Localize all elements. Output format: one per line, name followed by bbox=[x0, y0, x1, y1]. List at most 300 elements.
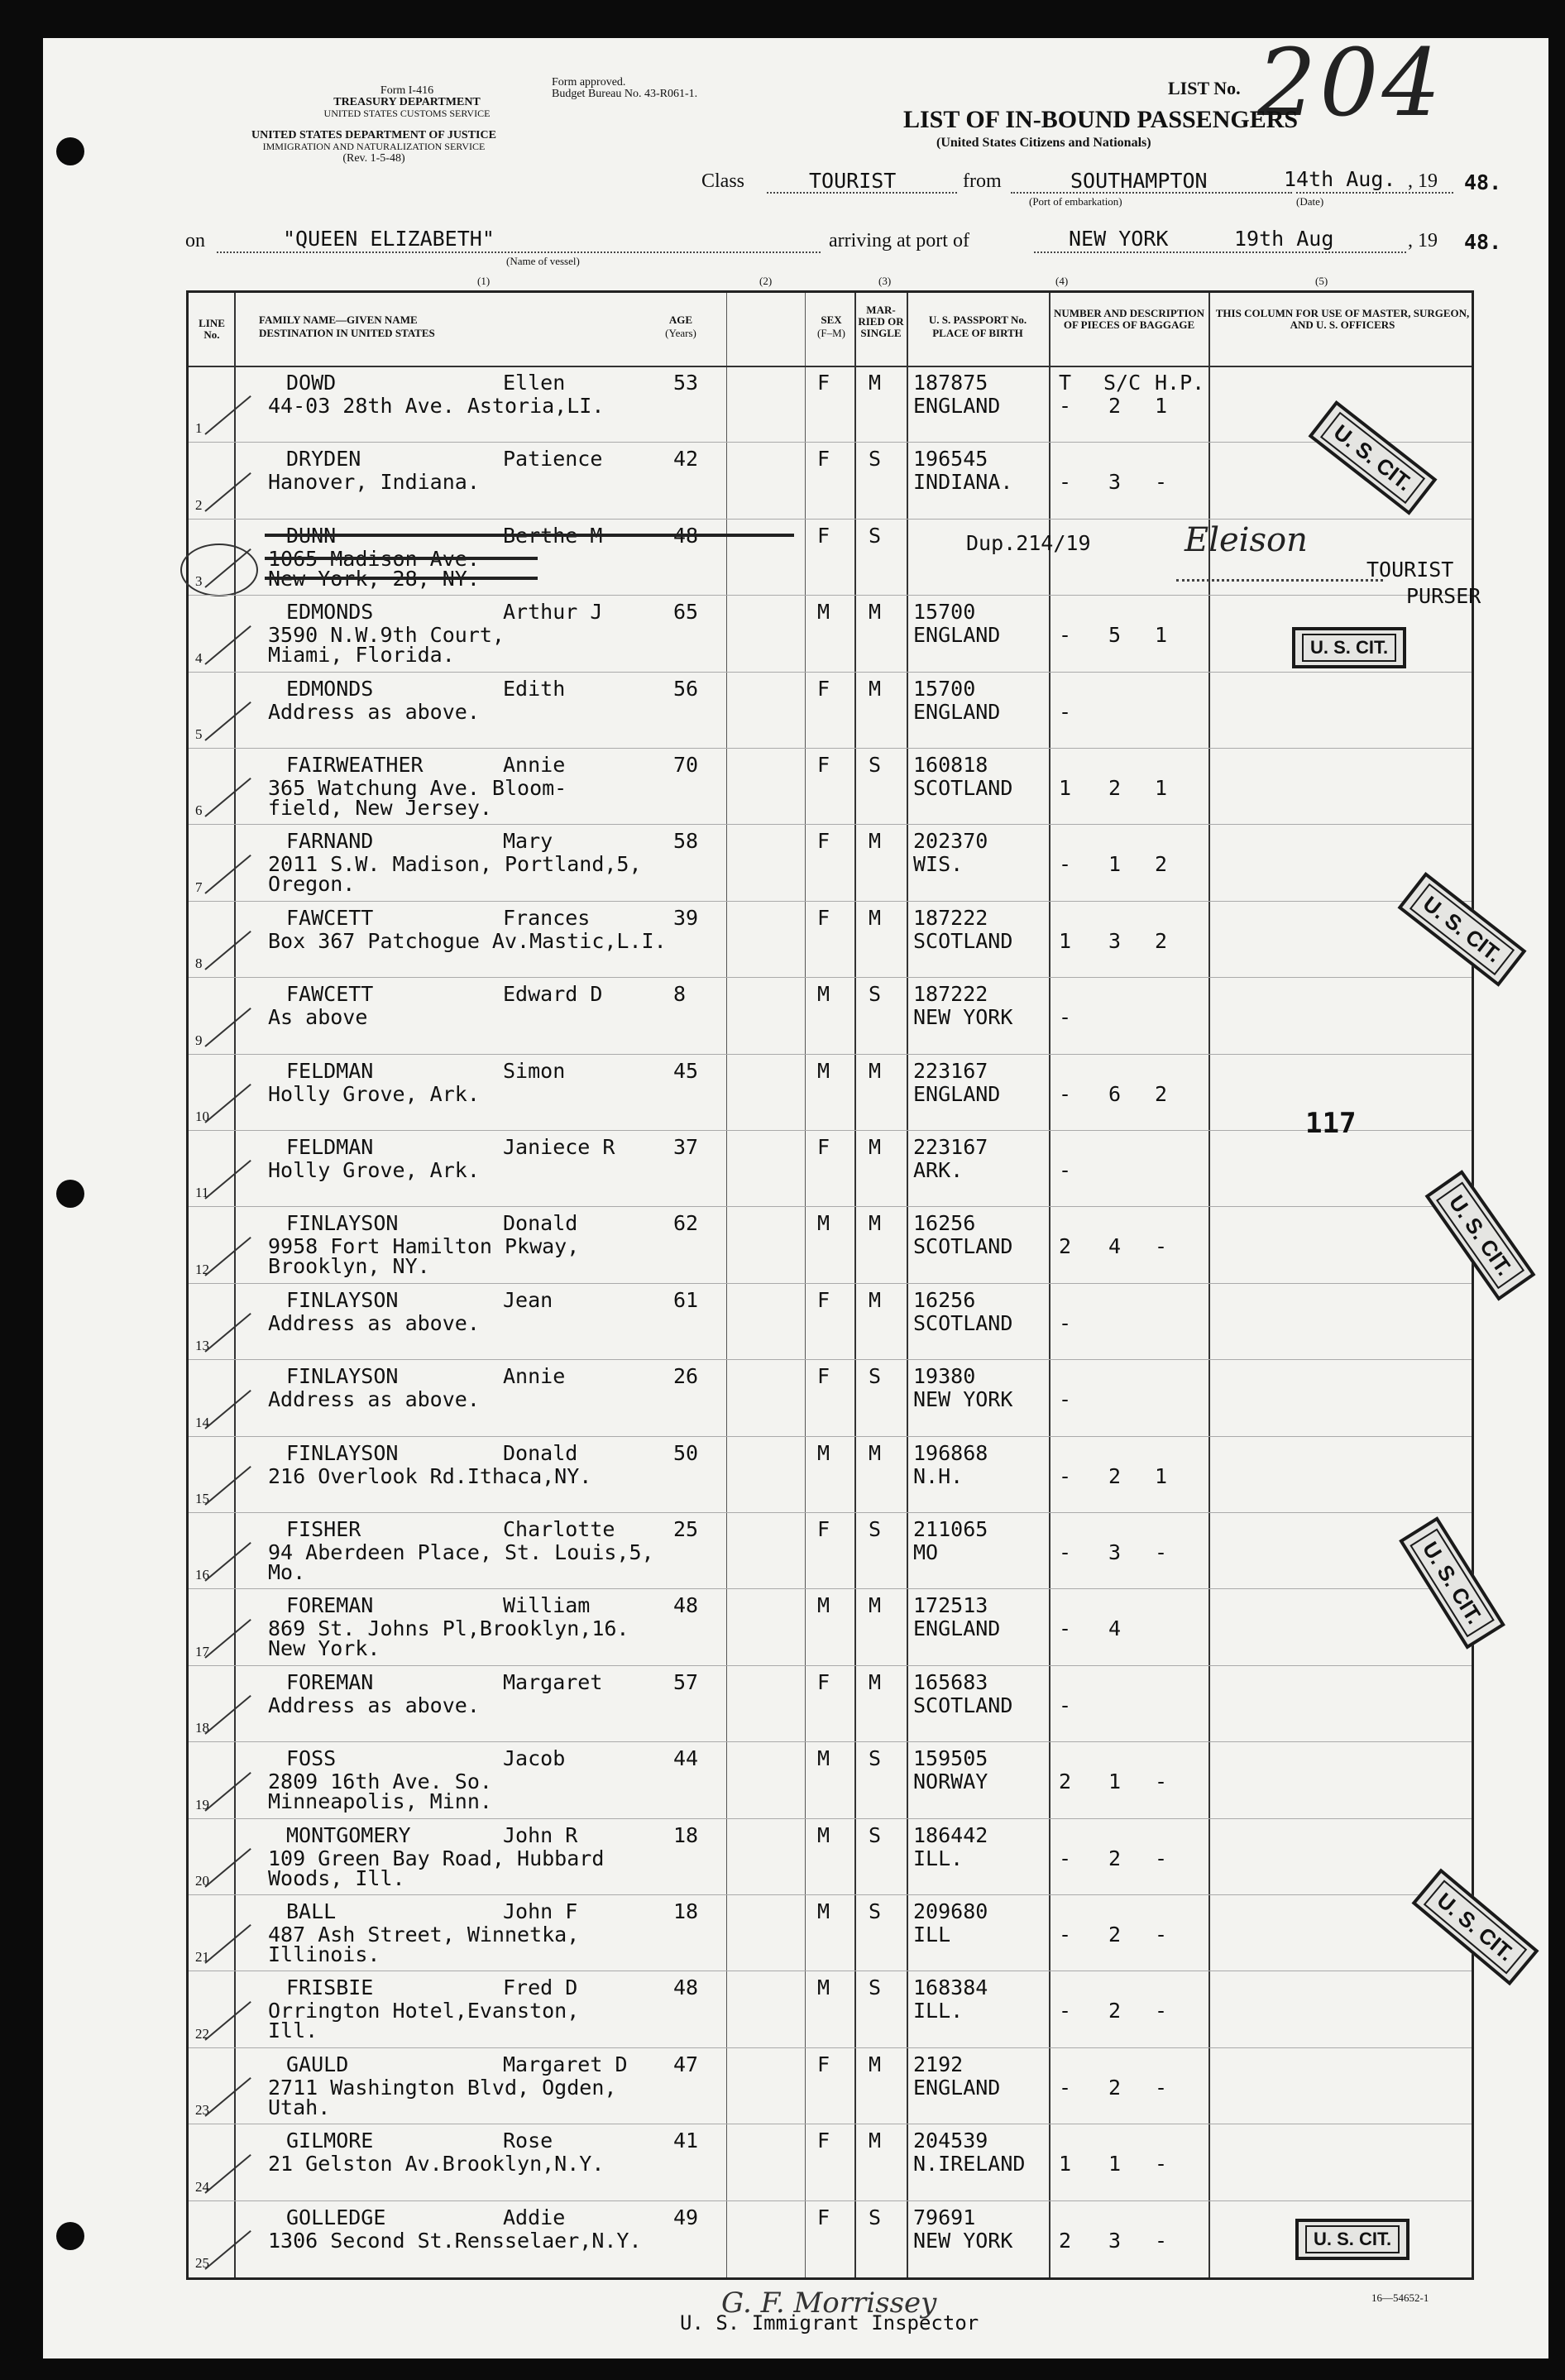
baggage-trunk: - bbox=[1059, 1158, 1072, 1182]
address-line-2: Illinois. bbox=[268, 1942, 380, 1966]
age: 61 bbox=[673, 1287, 699, 1312]
line-number: 3 bbox=[195, 573, 203, 590]
marital-status: M bbox=[869, 1211, 882, 1236]
marital-status: S bbox=[869, 1822, 882, 1847]
passport-no: 79691 bbox=[913, 2205, 976, 2229]
age: 37 bbox=[673, 1135, 699, 1159]
vessel-name: "QUEEN ELIZABETH" bbox=[283, 227, 495, 251]
given-name: Edward D bbox=[503, 982, 603, 1007]
arriving-label: arriving at port of bbox=[829, 230, 969, 251]
age: 65 bbox=[673, 600, 699, 625]
family-name: FARNAND bbox=[286, 829, 374, 854]
baggage-stateroom: 2 bbox=[1108, 1999, 1122, 2023]
class-value: TOURIST bbox=[809, 169, 897, 193]
line-number: 4 bbox=[195, 649, 203, 666]
passport-no: 168384 bbox=[913, 1975, 988, 2000]
given-name: Annie bbox=[503, 1364, 566, 1389]
ins: IMMIGRATION AND NATURALIZATION SERVICE bbox=[262, 141, 486, 152]
family-name: FINLAYSON bbox=[286, 1440, 399, 1465]
passport-no: 209680 bbox=[913, 1899, 988, 1923]
manifest-page bbox=[43, 30, 1548, 2358]
birthplace: N.H. bbox=[913, 1463, 964, 1488]
birthplace: ENGLAND bbox=[913, 699, 1001, 724]
address-line-1: Holly Grove, Ark. bbox=[268, 1081, 480, 1106]
hdr-age: AGE bbox=[668, 314, 693, 326]
treasury-dept: TREASURY DEPARTMENT bbox=[333, 96, 481, 108]
col-num-3: (3) bbox=[878, 275, 892, 287]
passport-no: 187875 bbox=[913, 371, 988, 395]
baggage-trunk: 1 bbox=[1059, 928, 1072, 953]
baggage-stateroom: 2 bbox=[1108, 1923, 1122, 1947]
doc-subtitle: (United States Citizens and Nationals) bbox=[936, 136, 1151, 150]
birthplace: ENGLAND bbox=[913, 394, 1001, 418]
age: 8 bbox=[673, 982, 687, 1007]
address-line-1: 2011 S.W. Madison, Portland,5, bbox=[268, 852, 642, 877]
given-name: Mary bbox=[503, 829, 553, 854]
us-cit-stamp: U. S. CIT. bbox=[1309, 400, 1438, 515]
table-row bbox=[189, 1894, 1472, 1971]
address-line-1: 1065 Madison Ave. bbox=[268, 546, 480, 571]
birthplace: SCOTLAND bbox=[913, 1234, 1013, 1259]
hdr-passport: U. S. PASSPORT No. bbox=[928, 314, 1027, 326]
baggage-hold: 1 bbox=[1155, 394, 1168, 418]
given-name: Ellen bbox=[503, 371, 566, 395]
marital-status: S bbox=[869, 982, 882, 1007]
family-name: MONTGOMERY bbox=[286, 1822, 411, 1847]
hdr-age-unit: (Years) bbox=[665, 327, 696, 339]
table-row bbox=[189, 442, 1472, 518]
given-name: Fred D bbox=[503, 1975, 578, 2000]
age: 53 bbox=[673, 371, 699, 395]
hdr-line-no: LINE No. bbox=[199, 317, 225, 341]
birthplace: NEW YORK bbox=[913, 1005, 1013, 1030]
address-line-1: Hanover, Indiana. bbox=[268, 470, 480, 495]
birthplace: N.IRELAND bbox=[913, 2152, 1026, 2176]
baggage-stateroom: 6 bbox=[1108, 1081, 1122, 1106]
baggage-hold: 1 bbox=[1155, 1463, 1168, 1488]
given-name: Addie bbox=[503, 2205, 566, 2229]
given-name: Donald bbox=[503, 1211, 578, 1236]
baggage-trunk: - bbox=[1059, 1310, 1072, 1335]
given-name: Charlotte bbox=[503, 1517, 615, 1541]
arrival-year: 48. bbox=[1464, 230, 1502, 254]
family-name: FOREMAN bbox=[286, 1669, 374, 1694]
year-prefix: , 19 bbox=[1408, 170, 1438, 192]
table-row bbox=[189, 1130, 1472, 1206]
hdr-officers: THIS COLUMN FOR USE OF MASTER, SURGEON, AND U. S. OFFICERS bbox=[1215, 307, 1470, 331]
baggage-header-hp: H.P. bbox=[1155, 371, 1205, 395]
marital-status: M bbox=[869, 371, 882, 395]
baggage-trunk: - bbox=[1059, 394, 1072, 418]
passport-no: 186442 bbox=[913, 1822, 988, 1847]
arrival-date: 19th Aug bbox=[1234, 227, 1334, 251]
baggage-trunk: - bbox=[1059, 470, 1072, 495]
form-code: 16—54652-1 bbox=[1371, 2291, 1429, 2304]
age: 56 bbox=[673, 676, 699, 701]
address-line-1: 44-03 28th Ave. Astoria,LI. bbox=[268, 394, 605, 418]
baggage-trunk: 2 bbox=[1059, 2228, 1072, 2253]
baggage-hold: - bbox=[1155, 1540, 1168, 1564]
birthplace: INDIANA. bbox=[913, 470, 1013, 495]
line-number: 22 bbox=[195, 2025, 209, 2042]
marital-status: M bbox=[869, 905, 882, 930]
family-name: GILMORE bbox=[286, 2129, 374, 2153]
given-name: Arthur J bbox=[503, 600, 603, 625]
address-line-2: Mo. bbox=[268, 1560, 306, 1584]
sex: F bbox=[817, 2129, 830, 2153]
line-number: 2 bbox=[195, 496, 203, 513]
birthplace: MO bbox=[913, 1540, 939, 1564]
budget-bureau: Budget Bureau No. 43-R061-1. bbox=[552, 88, 698, 100]
count-note: 117 bbox=[1305, 1107, 1357, 1140]
table-row bbox=[189, 824, 1472, 900]
embark-date: 14th Aug. bbox=[1284, 167, 1396, 191]
sex: F bbox=[817, 829, 830, 854]
baggage-header-sc: S/C bbox=[1103, 371, 1141, 395]
age: 41 bbox=[673, 2129, 699, 2153]
address-line-1: 365 Watchung Ave. Bloom- bbox=[268, 776, 567, 800]
us-cit-stamp: U. S. CIT. bbox=[1292, 627, 1406, 668]
embark-year: 48. bbox=[1464, 170, 1502, 194]
given-name: Margaret D bbox=[503, 2052, 628, 2076]
us-cit-stamp: U. S. CIT. bbox=[1425, 1170, 1536, 1301]
marital-status: M bbox=[869, 1440, 882, 1465]
family-name: FAWCETT bbox=[286, 905, 374, 930]
baggage-stateroom: 2 bbox=[1108, 1846, 1122, 1870]
marital-status: M bbox=[869, 676, 882, 701]
passenger-table bbox=[186, 290, 1474, 2280]
passport-no: 196868 bbox=[913, 1440, 988, 1465]
marital-status: M bbox=[869, 600, 882, 625]
address-line-2: New York, 28, NY. bbox=[268, 566, 480, 591]
arrival-port: NEW YORK bbox=[1069, 227, 1169, 251]
given-name: Berthe M bbox=[503, 523, 603, 548]
given-name: John F bbox=[503, 1899, 578, 1923]
family-name: FINLAYSON bbox=[286, 1211, 399, 1236]
baggage-stateroom: 1 bbox=[1108, 1769, 1122, 1794]
sex: F bbox=[817, 1364, 830, 1389]
sex: F bbox=[817, 2052, 830, 2076]
line-number: 11 bbox=[195, 1185, 209, 1201]
baggage-stateroom: 1 bbox=[1108, 2152, 1122, 2176]
vessel-caption: (Name of vessel) bbox=[506, 255, 580, 267]
marital-status: S bbox=[869, 523, 882, 548]
marital-status: S bbox=[869, 753, 882, 777]
list-no-label: LIST No. bbox=[1168, 78, 1241, 98]
baggage-stateroom: 2 bbox=[1108, 394, 1122, 418]
baggage-hold: - bbox=[1155, 1769, 1168, 1794]
punch-hole bbox=[56, 137, 84, 165]
given-name: John R bbox=[503, 1822, 578, 1847]
address-line-2: field, New Jersey. bbox=[268, 796, 492, 820]
dup-note: Dup.214/19 bbox=[966, 531, 1091, 555]
baggage-trunk: - bbox=[1059, 852, 1072, 877]
age: 26 bbox=[673, 1364, 699, 1389]
baggage-hold: - bbox=[1155, 2228, 1168, 2253]
passport-no: 160818 bbox=[913, 753, 988, 777]
sex: F bbox=[817, 905, 830, 930]
baggage-hold: - bbox=[1155, 1234, 1168, 1259]
address-line-1: 3590 N.W.9th Court, bbox=[268, 623, 505, 648]
sex: F bbox=[817, 2205, 830, 2229]
table-row bbox=[189, 1512, 1472, 1588]
baggage-trunk: - bbox=[1059, 2075, 1072, 2100]
marital-status: M bbox=[869, 1669, 882, 1694]
sex: F bbox=[817, 1669, 830, 1694]
sex: F bbox=[817, 1517, 830, 1541]
address-line-1: Address as above. bbox=[268, 1387, 480, 1412]
sex: F bbox=[817, 1287, 830, 1312]
address-line-1: 94 Aberdeen Place, St. Louis,5, bbox=[268, 1540, 654, 1564]
address-line-2: New York. bbox=[268, 1636, 380, 1661]
table-row bbox=[189, 2047, 1472, 2124]
embark-caption: (Port of embarkation) bbox=[1029, 195, 1122, 208]
marital-status: S bbox=[869, 2205, 882, 2229]
line-number: 5 bbox=[195, 725, 203, 742]
baggage-hold: 2 bbox=[1155, 852, 1168, 877]
marital-status: S bbox=[869, 447, 882, 472]
passport-no: 223167 bbox=[913, 1135, 988, 1159]
birthplace: ILL bbox=[913, 1923, 951, 1947]
sex: M bbox=[817, 1975, 830, 2000]
line-number: 7 bbox=[195, 879, 203, 895]
family-name: FRISBIE bbox=[286, 1975, 374, 2000]
baggage-stateroom: 4 bbox=[1108, 1234, 1122, 1259]
family-name: FISHER bbox=[286, 1517, 361, 1541]
birthplace: ILL. bbox=[913, 1999, 964, 2023]
address-line-2: Miami, Florida. bbox=[268, 643, 455, 668]
address-line-1: 109 Green Bay Road, Hubbard bbox=[268, 1846, 605, 1870]
line-number: 14 bbox=[195, 1414, 209, 1430]
line-number: 24 bbox=[195, 2178, 209, 2195]
age: 70 bbox=[673, 753, 699, 777]
birthplace: NEW YORK bbox=[913, 2228, 1013, 2253]
birthplace: ILL. bbox=[913, 1846, 964, 1870]
table-row bbox=[189, 2124, 1472, 2200]
table-row bbox=[189, 748, 1472, 824]
given-name: Jean bbox=[503, 1287, 553, 1312]
address-line-1: Holly Grove, Ark. bbox=[268, 1158, 480, 1182]
family-name: DUNN bbox=[286, 523, 337, 548]
baggage-hold: 1 bbox=[1155, 776, 1168, 800]
hdr-name: FAMILY NAME—GIVEN NAME bbox=[259, 314, 418, 326]
passport-no: 159505 bbox=[913, 1746, 988, 1771]
birthplace: NORWAY bbox=[913, 1769, 988, 1794]
address-line-1: 1306 Second St.Rensselaer,N.Y. bbox=[268, 2228, 642, 2253]
baggage-stateroom: 3 bbox=[1108, 928, 1122, 953]
baggage-hold: - bbox=[1155, 2152, 1168, 2176]
age: 49 bbox=[673, 2205, 699, 2229]
customs-service: UNITED STATES CUSTOMS SERVICE bbox=[323, 108, 491, 119]
baggage-trunk: - bbox=[1059, 1540, 1072, 1564]
baggage-trunk: - bbox=[1059, 1081, 1072, 1106]
sex: M bbox=[817, 1058, 830, 1083]
address-line-1: 487 Ash Street, Winnetka, bbox=[268, 1923, 580, 1947]
address-line-1: Box 367 Patchogue Av.Mastic,L.I. bbox=[268, 928, 667, 953]
given-name: Donald bbox=[503, 1440, 578, 1465]
baggage-stateroom: 3 bbox=[1108, 2228, 1122, 2253]
address-line-2: Utah. bbox=[268, 2095, 331, 2119]
hdr-sex-unit: (F–M) bbox=[817, 327, 845, 339]
baggage-trunk: - bbox=[1059, 1693, 1072, 1717]
baggage-trunk: - bbox=[1059, 1999, 1072, 2023]
sex: M bbox=[817, 600, 830, 625]
form-number: Form I-416 bbox=[380, 84, 434, 97]
sex: M bbox=[817, 982, 830, 1007]
age: 42 bbox=[673, 447, 699, 472]
year-prefix-2: , 19 bbox=[1408, 230, 1438, 251]
address-line-1: 21 Gelston Av.Brooklyn,N.Y. bbox=[268, 2152, 605, 2176]
passport-no: 165683 bbox=[913, 1669, 988, 1694]
baggage-trunk: - bbox=[1059, 1463, 1072, 1488]
age: 48 bbox=[673, 1975, 699, 2000]
passport-no: 172513 bbox=[913, 1593, 988, 1618]
table-row bbox=[189, 595, 1472, 671]
table-row bbox=[189, 1054, 1472, 1130]
family-name: GAULD bbox=[286, 2052, 349, 2076]
hdr-destination: DESTINATION IN UNITED STATES bbox=[259, 327, 435, 339]
marital-status: M bbox=[869, 1287, 882, 1312]
marital-status: M bbox=[869, 2052, 882, 2076]
address-line-1: Address as above. bbox=[268, 1693, 480, 1717]
marital-status: M bbox=[869, 1593, 882, 1618]
col-num-2: (2) bbox=[759, 275, 773, 287]
baggage-hold: - bbox=[1155, 1999, 1168, 2023]
sex: M bbox=[817, 1746, 830, 1771]
marital-status: S bbox=[869, 1517, 882, 1541]
sex: M bbox=[817, 1211, 830, 1236]
baggage-header-t: T bbox=[1059, 371, 1072, 395]
baggage-trunk: - bbox=[1059, 623, 1072, 648]
sex: F bbox=[817, 371, 830, 395]
us-cit-stamp: U. S. CIT. bbox=[1398, 872, 1527, 987]
line-number: 12 bbox=[195, 1261, 209, 1277]
baggage-trunk: - bbox=[1059, 699, 1072, 724]
purser-signature: Eleison bbox=[1185, 521, 1308, 559]
sex: F bbox=[817, 447, 830, 472]
baggage-hold: - bbox=[1155, 1923, 1168, 1947]
table-row bbox=[189, 1283, 1472, 1359]
table-row bbox=[189, 1818, 1472, 1894]
marital-status: S bbox=[869, 1364, 882, 1389]
family-name: FELDMAN bbox=[286, 1135, 374, 1159]
family-name: FAWCETT bbox=[286, 982, 374, 1007]
line-number: 18 bbox=[195, 1720, 209, 1736]
passport-no: 19380 bbox=[913, 1364, 976, 1389]
given-name: Janiece R bbox=[503, 1135, 615, 1159]
table-row bbox=[189, 1206, 1472, 1282]
given-name: Margaret bbox=[503, 1669, 603, 1694]
baggage-stateroom: 2 bbox=[1108, 1463, 1122, 1488]
baggage-stateroom: 3 bbox=[1108, 470, 1122, 495]
col-num-4: (4) bbox=[1055, 275, 1069, 287]
punch-hole bbox=[56, 1180, 84, 1208]
punch-hole bbox=[56, 2222, 84, 2250]
line-number: 21 bbox=[195, 1949, 209, 1966]
line-number: 13 bbox=[195, 1338, 209, 1354]
family-name: DOWD bbox=[286, 371, 337, 395]
address-line-1: 2711 Washington Blvd, Ogden, bbox=[268, 2075, 617, 2100]
family-name: FOREMAN bbox=[286, 1593, 374, 1618]
revision: (Rev. 1-5-48) bbox=[342, 152, 405, 165]
birthplace: SCOTLAND bbox=[913, 776, 1013, 800]
line-number: 6 bbox=[195, 802, 203, 819]
age: 25 bbox=[673, 1517, 699, 1541]
address-line-1: Address as above. bbox=[268, 699, 480, 724]
sex: F bbox=[817, 523, 830, 548]
birthplace: SCOTLAND bbox=[913, 1693, 1013, 1717]
age: 50 bbox=[673, 1440, 699, 1465]
purser-note: PURSER bbox=[1406, 584, 1481, 608]
given-name: William bbox=[503, 1593, 591, 1618]
hdr-baggage: NUMBER AND DESCRIPTION OF PIECES OF BAGGAGE bbox=[1053, 307, 1205, 331]
family-name: FAIRWEATHER bbox=[286, 753, 424, 777]
tourist-note: TOURIST bbox=[1366, 558, 1454, 582]
inspector-label: U. S. Immigrant Inspector bbox=[680, 2311, 979, 2335]
age: 44 bbox=[673, 1746, 699, 1771]
family-name: EDMONDS bbox=[286, 600, 374, 625]
age: 48 bbox=[673, 1593, 699, 1618]
class-label: Class bbox=[701, 170, 745, 192]
baggage-trunk: 1 bbox=[1059, 776, 1072, 800]
given-name: Patience bbox=[503, 447, 603, 472]
us-cit-stamp: U. S. CIT. bbox=[1399, 1516, 1505, 1650]
age: 18 bbox=[673, 1899, 699, 1923]
col-num-1: (1) bbox=[477, 275, 491, 287]
baggage-trunk: 2 bbox=[1059, 1234, 1072, 1259]
birthplace: ARK. bbox=[913, 1158, 964, 1182]
given-name: Edith bbox=[503, 676, 566, 701]
line-number: 9 bbox=[195, 1032, 203, 1048]
family-name: FINLAYSON bbox=[286, 1364, 399, 1389]
baggage-hold: - bbox=[1155, 2075, 1168, 2100]
family-name: FELDMAN bbox=[286, 1058, 374, 1083]
passport-no: 16256 bbox=[913, 1211, 976, 1236]
line-number: 1 bbox=[195, 420, 203, 437]
baggage-stateroom: 2 bbox=[1108, 776, 1122, 800]
sex: M bbox=[817, 1822, 830, 1847]
age: 57 bbox=[673, 1669, 699, 1694]
table-row bbox=[189, 901, 1472, 977]
list-number: 204 bbox=[1257, 30, 1444, 137]
age: 39 bbox=[673, 905, 699, 930]
sex: M bbox=[817, 1593, 830, 1618]
baggage-hold: 2 bbox=[1155, 1081, 1168, 1106]
passport-no: 187222 bbox=[913, 905, 988, 930]
passport-no: 15700 bbox=[913, 600, 976, 625]
address-line-1: 2809 16th Ave. So. bbox=[268, 1769, 492, 1794]
table-row bbox=[189, 1436, 1472, 1512]
baggage-hold: 1 bbox=[1155, 623, 1168, 648]
passport-no: 202370 bbox=[913, 829, 988, 854]
form-approved: Form approved. bbox=[552, 76, 626, 89]
age: 62 bbox=[673, 1211, 699, 1236]
birthplace: ENGLAND bbox=[913, 1616, 1001, 1641]
table-row bbox=[189, 977, 1472, 1053]
passport-no: 204539 bbox=[913, 2129, 988, 2153]
baggage-trunk: - bbox=[1059, 1616, 1072, 1641]
baggage-hold: 2 bbox=[1155, 928, 1168, 953]
line-number: 16 bbox=[195, 1567, 209, 1583]
baggage-hold: - bbox=[1155, 1846, 1168, 1870]
address-line-2: Minneapolis, Minn. bbox=[268, 1789, 492, 1814]
family-name: FOSS bbox=[286, 1746, 337, 1771]
line-number: 20 bbox=[195, 1872, 209, 1889]
line-number: 19 bbox=[195, 1796, 209, 1813]
line-number: 8 bbox=[195, 955, 203, 972]
table-row bbox=[189, 1971, 1472, 2047]
marital-status: M bbox=[869, 2129, 882, 2153]
